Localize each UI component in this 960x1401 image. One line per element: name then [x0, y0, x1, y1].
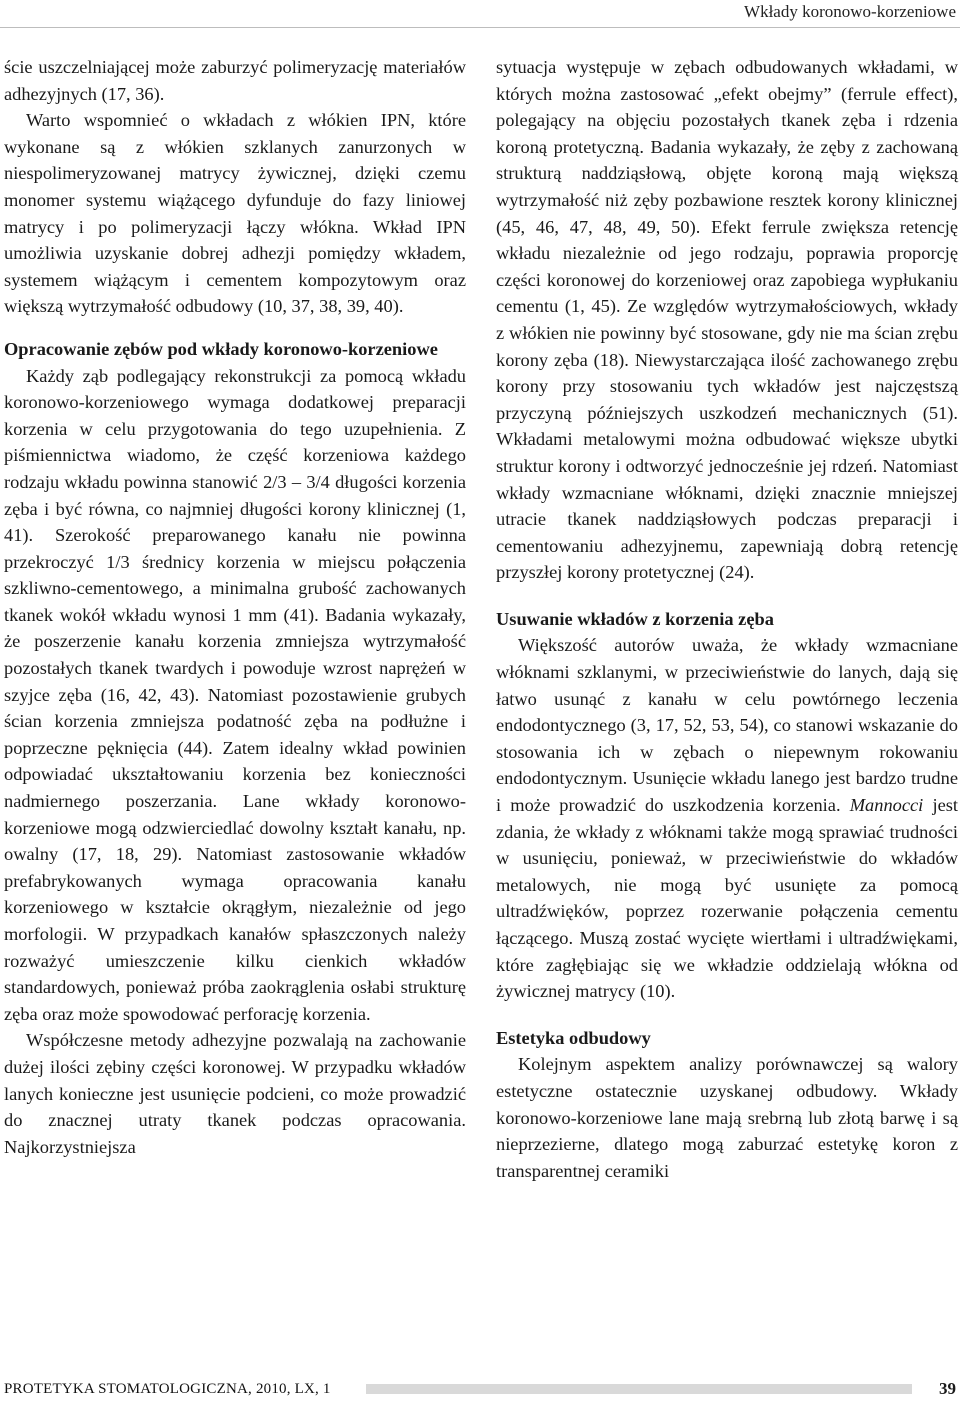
paragraph-post-removal [496, 632, 958, 1004]
left-column [4, 54, 466, 1160]
paragraph-continuation: ście uszczelniającej może zaburzyć polimeryzację materiałów adhezyjnych (17, 36). [4, 57, 466, 104]
running-title: Wkłady koronowo-korzeniowe [744, 2, 956, 21]
section-heading-post-removal: Usuwanie wkładów z korzenia zęba [496, 608, 774, 629]
section-heading-tooth-preparation: Opracowanie zębów pod wkłady koronowo-korzeniowe [4, 338, 438, 359]
paragraph-aesthetics: Kolejnym aspektem analizy porównawczej są walory estetyczne ostatecznie uzyskanej odbudowy. Wkłady koronowo-korzeniowe lane mają srebrną lub złotą barwę i są nieprzezierne, dlatego mogą zaburzać estetykę koron z transparentnej ceramiki [496, 1054, 958, 1181]
paragraph-adhesive-methods: Współczesne metody adhezyjne pozwalają na zachowanie dużej ilości zębiny części koronowej. W przypadku wkładów lanych konieczne jest usunięcie podcieni, co może prowadzić do znacznej utraty tkanek podczas opracowania. Najkorzystniejsza [4, 1030, 466, 1157]
section-heading-aesthetics: Estetyka odbudowy [496, 1027, 651, 1048]
page-footer [0, 1379, 960, 1399]
paragraph-post-removal-part1: Większość autorów uważa, że wkłady wzmacniane włóknami szklanymi, w przeciwieństwie do lanych, dają się łatwo usunąć z kanału w celu powtórnego leczenia endodontycznego (3, 17, 52, 53, 54), co stanowi wskazanie do stosowania ich w zębach o niepewnym rokowaniu endodontycznym. Usunięcie wkładu lanego jest bardzo trudne i może prowadzić do uszkodzenia korzenia. [496, 635, 958, 816]
journal-citation: PROTETYKA STOMATOLOGICZNA, 2010, LX, 1 [4, 1381, 331, 1397]
paragraph-ipn-posts: Warto wspomnieć o wkładach z włókien IPN, które wykonane są z włókien szklanych zanurzonych w niespolimeryzowanej matrycy żywicznej, dzięki czemu monomer systemu wiążącego dyfunduje do fazy liniowej matrycy i po polimeryzacji łączy włókna. Wkład IPN umożliwia uzyskanie dobrej adhezji pomiędzy wkładem, systemem wiążącym i cementem kompozytowym oraz większą wytrzymałość odbudowy (10, 37, 38, 39, 40). [4, 110, 466, 317]
footer-rule [366, 1384, 912, 1394]
running-header [0, 0, 960, 28]
paragraph-ferrule-effect: sytuacja występuje w zębach odbudowanych wkładami, w których można zastosować „efekt obejmy” (ferrule effect), polegający na objęciu pozostałych tkanek zęba i rdzenia koroną protetyczną. Badania wykazały, że zęby z zachowaną strukturą naddziąsłową, objęte koroną mają większą wytrzymałość niż zęby pozbawione resztek korony klinicznej (45, 46, 47, 48, 49, 50). Efekt ferrule zwiększa retencję wkładu niezależnie od jego rodzaju, poprawia proporcję części koronowej do korzeniowej oraz zapobiega wypłukaniu cementu (1, 45). Ze względów wytrzymałościowych, wkłady z włókien nie powinny być stosowane, gdy nie ma ścian zrębu korony zęba (18). Niewystarczająca ilość zachowanego zrębu korony przy stosowaniu tych wkładów jest najczęstszą przyczyną późniejszych uszkodzeń mechanicznych (51). Wkładami metalowymi można odbudować większe ubytki struktur korony i odtworzyć jednocześnie jej rdzeń. Natomiast wkłady wzmacniane włóknami, dzięki znacznie mniejszej utracie tkanek naddziąsłowych podczas preparacji i cementowaniu adhezyjnemu, zapewniają dobrą retencję przyszłej korony protetycznej (24). [496, 57, 958, 583]
right-column [496, 54, 958, 1184]
paragraph-post-removal-part2: jest zdania, że wkłady z włóknami także mogą sprawiać trudności w usunięciu, ponieważ, w przeciwieństwie do wkładów metalowych, nie mogą być usunięte za pomocą ultradźwięków, poprzez rozerwanie połączenia cementu łączącego. Muszą zostać wycięte wiertłami i ultradźwiękami, które zagłębiając się we wkładzie oddzielają włókna od żywicznej matrycy (10). [496, 795, 958, 1002]
page-number: 39 [939, 1379, 956, 1398]
paragraph-root-preparation: Każdy ząb podlegający rekonstrukcji za pomocą wkładu koronowo-korzeniowego wymaga dodatkowej preparacji korzenia w celu przygotowania do tego uzupełnienia. Z piśmiennictwa wiadomo, że część korzeniowa każdego rodzaju wkładu powinna stanowić 2/3 – 3/4 długości korzenia zęba i być równa, co najmniej długości korony klinicznej (1, 41). Szerokość preparowanego kanału nie powinna przekroczyć 1/3 średnicy korzenia w miejscu połączenia szkliwno-cementowego, a minimalna grubość zachowanych tkanek wokół wkładu wynosi 1 mm (41). Badania wykazały, że poszerzenie kanału korzenia zmniejsza wytrzymałość pozostałych tkanek twardych i powoduje wzrost naprężeń w szyjce zęba (16, 42, 43). Natomiast pozostawienie grubych ścian korzenia zmniejsza podatność zęba na podłużne i poprzeczne pęknięcia (44). Zatem idealny wkład powinien odpowiadać ukształtowaniu korzenia bez konieczności nadmiernego poszerzania. Lane wkłady koronowo-korzeniowe mogą odzwierciedlać dowolny kształt kanału, np. owalny (17, 18, 29). Natomiast zastosowanie wkładów prefabrykowanych wymaga opracowania kanału korzeniowego w kształcie okrągłym, niezależnie od jego morfologii. W przypadkach kanałów spłaszczonych należy rozważyć umieszczenie kilku cienkich wkładów standardowych, ponieważ próba zaokrąglenia osłabi strukturę zęba oraz może spowodować perforację korzenia. [4, 365, 466, 1024]
cited-author: Mannocci [849, 795, 924, 816]
